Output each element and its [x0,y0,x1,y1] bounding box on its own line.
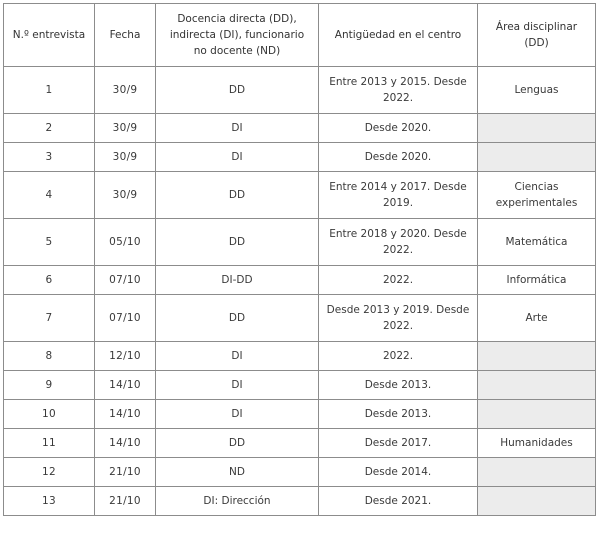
cell-seniority: 2022. [319,266,478,295]
cell-teaching-type: DD [156,67,319,114]
cell-seniority: Desde 2020. [319,143,478,172]
cell-seniority: Entre 2014 y 2017. Desde 2019. [319,172,478,219]
cell-subject-area: Arte [478,295,596,342]
cell-teaching-type: DD [156,172,319,219]
cell-seniority: Desde 2020. [319,114,478,143]
cell-interview-number: 11 [4,429,95,458]
cell-seniority: Desde 2013 y 2019. Desde 2022. [319,295,478,342]
table-row [4,371,596,400]
cell-date: 21/10 [95,458,156,487]
interviews-table-container [3,3,596,516]
interviews-table [3,3,596,516]
header-subject-area: Área disciplinar (DD) [478,4,596,67]
cell-interview-number: 2 [4,114,95,143]
cell-date: 14/10 [95,371,156,400]
cell-interview-number: 7 [4,295,95,342]
cell-date: 21/10 [95,487,156,516]
table-row [4,342,596,371]
cell-date: 12/10 [95,342,156,371]
cell-date: 14/10 [95,400,156,429]
cell-subject-area: Lenguas [478,67,596,114]
cell-subject-area-empty [478,371,596,400]
cell-date: 07/10 [95,295,156,342]
cell-seniority: Desde 2021. [319,487,478,516]
cell-teaching-type: DI-DD [156,266,319,295]
cell-date: 30/9 [95,67,156,114]
cell-seniority: 2022. [319,342,478,371]
table-row [4,458,596,487]
cell-teaching-type: ND [156,458,319,487]
table-row [4,266,596,295]
table-row [4,219,596,266]
table-row [4,295,596,342]
table-row [4,400,596,429]
cell-interview-number: 8 [4,342,95,371]
cell-date: 30/9 [95,172,156,219]
cell-date: 05/10 [95,219,156,266]
cell-seniority: Desde 2014. [319,458,478,487]
cell-subject-area-empty [478,342,596,371]
cell-interview-number: 13 [4,487,95,516]
cell-teaching-type: DI [156,114,319,143]
header-seniority: Antigüedad en el centro [319,4,478,67]
cell-seniority: Desde 2017. [319,429,478,458]
cell-interview-number: 1 [4,67,95,114]
cell-teaching-type: DI [156,371,319,400]
cell-seniority: Desde 2013. [319,371,478,400]
cell-teaching-type: DI [156,143,319,172]
cell-seniority: Entre 2018 y 2020. Desde 2022. [319,219,478,266]
table-row [4,487,596,516]
cell-subject-area: Informática [478,266,596,295]
cell-interview-number: 10 [4,400,95,429]
cell-teaching-type: DD [156,295,319,342]
cell-interview-number: 4 [4,172,95,219]
table-header-row [4,4,596,67]
cell-interview-number: 3 [4,143,95,172]
cell-teaching-type: DD [156,219,319,266]
cell-teaching-type: DI [156,400,319,429]
cell-interview-number: 5 [4,219,95,266]
cell-date: 30/9 [95,114,156,143]
cell-subject-area-empty [478,400,596,429]
cell-date: 14/10 [95,429,156,458]
cell-date: 30/9 [95,143,156,172]
table-row [4,429,596,458]
header-teaching-type: Docencia directa (DD), indirecta (DI), funcionario no docente (ND) [156,4,319,67]
cell-subject-area: Ciencias experimentales [478,172,596,219]
cell-subject-area-empty [478,487,596,516]
table-row [4,143,596,172]
cell-teaching-type: DD [156,429,319,458]
table-row [4,114,596,143]
cell-seniority: Entre 2013 y 2015. Desde 2022. [319,67,478,114]
cell-teaching-type: DI: Dirección [156,487,319,516]
cell-subject-area-empty [478,143,596,172]
cell-interview-number: 12 [4,458,95,487]
cell-interview-number: 6 [4,266,95,295]
table-row [4,172,596,219]
cell-subject-area-empty [478,114,596,143]
header-interview-number: N.º entrevista [4,4,95,67]
header-date: Fecha [95,4,156,67]
cell-interview-number: 9 [4,371,95,400]
cell-subject-area: Humanidades [478,429,596,458]
table-row [4,67,596,114]
cell-seniority: Desde 2013. [319,400,478,429]
cell-date: 07/10 [95,266,156,295]
cell-subject-area-empty [478,458,596,487]
cell-teaching-type: DI [156,342,319,371]
cell-subject-area: Matemática [478,219,596,266]
